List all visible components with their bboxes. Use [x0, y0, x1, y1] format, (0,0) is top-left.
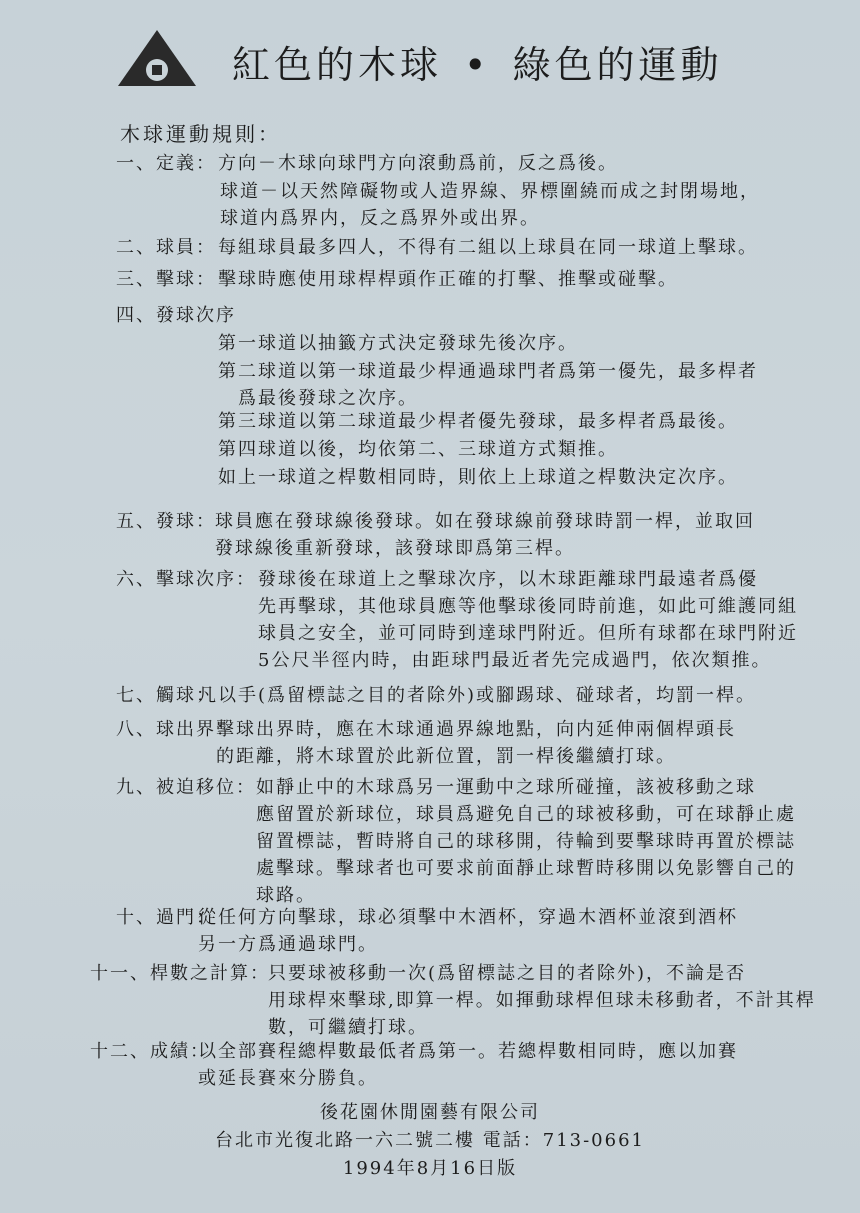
title-part2: 綠色的運動 [512, 43, 723, 87]
rule-line: 球道内爲界内，反之爲界外或出界。 [220, 208, 540, 229]
rule-line: 或延長賽來分勝負。 [198, 1068, 378, 1089]
rule-text [218, 464, 738, 491]
rule-text [258, 566, 798, 674]
rule-label: 七、觸球： [116, 685, 216, 706]
rule-line: 爲最後發球之次序。 [218, 388, 418, 409]
rule-line: 每組球員最多四人，不得有二組以上球員在同一球道上擊球。 [218, 237, 758, 258]
rule-text [218, 408, 738, 435]
rule-line: 擊球出界時，應在木球通過界線地點，向内延伸兩個桿頭長 [216, 719, 736, 740]
rule-line: 發球線後重新發球，該發球即爲第三桿。 [215, 538, 575, 559]
rule-line: 第一球道以抽籤方式決定發球先後次序。 [218, 333, 578, 354]
rule-line: 如上一球道之桿數相同時，則依上上球道之桿數決定次序。 [218, 467, 738, 488]
rule-line: 方向－木球向球門方向滾動爲前，反之爲後。 [218, 153, 618, 174]
rule-line: 擊球時應使用球桿桿頭作正確的打擊、推擊或碰擊。 [218, 269, 678, 290]
rule-label: 五、發球： [116, 511, 216, 532]
rule-text [198, 904, 738, 958]
footer-address: 台北市光復北路一六二號二樓 電話：713-0661 [215, 1130, 645, 1151]
rule-text [268, 960, 816, 1041]
rule-label: 二、球員： [116, 237, 216, 258]
rule-line: 球員應在發球線後發球。如在發球線前發球時罰一桿，並取回 [215, 511, 755, 532]
title-part1: 紅色的木球 [232, 43, 443, 87]
rule-text [220, 178, 760, 232]
rule-line: 如靜止中的木球爲另一運動中之球所碰撞，該被移動之球 [256, 777, 756, 798]
rule-line: 另一方爲通過球門。 [198, 934, 378, 955]
logo-icon [116, 28, 198, 88]
rule-text [218, 358, 758, 412]
rule-label: 一、定義： [116, 153, 216, 174]
rule-line: 球路。 [256, 885, 316, 906]
rules-heading: 木球運動規則： [120, 122, 281, 146]
rule-label: 六、擊球次序： [116, 569, 256, 590]
rule-text [218, 150, 618, 177]
rule-label: 十、過門： [116, 907, 216, 928]
rule-line: 從任何方向擊球，球必須擊中木酒杯，穿過木酒杯並滾到酒杯 [198, 907, 738, 928]
rule-text [218, 436, 618, 463]
rule-label: 十二、成績： [90, 1041, 210, 1062]
rule-label: 八、球出界： [116, 719, 236, 740]
rule-line: 第四球道以後，均依第二、三球道方式類推。 [218, 439, 618, 460]
rule-line: 以全部賽程總桿數最低者爲第一。若總桿數相同時，應以加賽 [198, 1041, 738, 1062]
rule-line: 5公尺半徑内時，由距球門最近者先完成過門，依次類推。 [258, 650, 772, 671]
rule-line: 數，可繼續打球。 [268, 1017, 428, 1038]
rule-label: 十一、桿數之計算： [90, 963, 270, 984]
rule-line: 處擊球。擊球者也可要求前面靜止球暫時移開以免影響自己的 [256, 858, 796, 879]
rule-label: 九、被迫移位： [116, 777, 256, 798]
rule-text [218, 330, 578, 357]
footer-company: 後花園休閒園藝有限公司 [320, 1102, 540, 1123]
rule-line: 球員之安全，並可同時到達球門附近。但所有球都在球門附近 [258, 623, 798, 644]
rule-text [256, 774, 796, 909]
document-title [232, 34, 722, 89]
rule-text [216, 716, 736, 770]
rule-line: 先再擊球，其他球員應等他擊球後同時前進，如此可維護同組 [258, 596, 798, 617]
rule-text [198, 1038, 738, 1092]
footer-edition: 1994年8月16日版 [342, 1158, 518, 1179]
rule-text [215, 508, 755, 562]
rule-line: 只要球被移動一次(爲留標誌之目的者除外)，不論是否 [268, 963, 747, 984]
rule-label: 四、發球次序 [116, 305, 236, 326]
rule-line: 發球後在球道上之擊球次序，以木球距離球門最遠者爲優 [258, 569, 758, 590]
rule-line: 球道－以天然障礙物或人造界線、界標圍繞而成之封閉場地， [220, 181, 760, 202]
rule-line: 應留置於新球位，球員爲避免自己的球被移動，可在球靜止處 [256, 804, 796, 825]
rule-line: 用球桿來擊球,即算一桿。如揮動球桿但球未移動者，不計其桿 [268, 990, 816, 1011]
rule-line: 第三球道以第二球道最少桿者優先發球，最多桿者爲最後。 [218, 411, 738, 432]
rule-line: 凡以手(爲留標誌之目的者除外)或腳踢球、碰球者，均罰一桿。 [198, 685, 757, 706]
rule-text [218, 266, 678, 293]
rule-label: 三、擊球： [116, 269, 216, 290]
rule-line: 的距離，將木球置於此新位置，罰一桿後繼續打球。 [216, 746, 676, 767]
rule-line: 留置標誌，暫時將自己的球移開，待輪到要擊球時再置於標誌 [256, 831, 796, 852]
rule-line: 第二球道以第一球道最少桿通過球門者爲第一優先，最多桿者 [218, 361, 758, 382]
rule-text [198, 682, 756, 709]
rule-text [218, 234, 758, 261]
title-separator: • [464, 43, 491, 87]
